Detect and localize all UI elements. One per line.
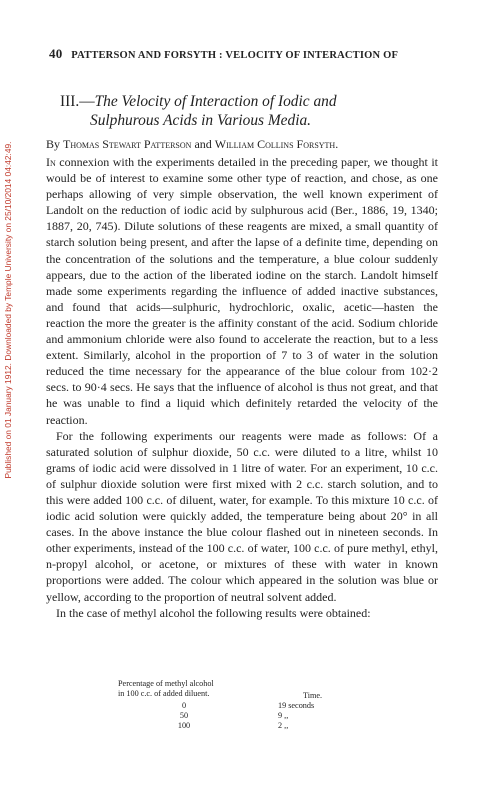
running-head-text: PATTERSON AND FORSYTH : VELOCITY OF INTERACTION OF	[71, 50, 399, 61]
table-cell-percentage: 50	[179, 711, 189, 720]
table-cell-time: 2 ,,	[278, 721, 289, 730]
title-line-2: Sulphurous Acids in Various Media.	[90, 112, 312, 129]
side-note-text: Published on 01 January 1912. Downloaded by Temple University on 25/10/2014 04:42:49.	[3, 141, 13, 479]
table-header-left	[118, 679, 268, 699]
paragraph-1-text: connexion with the experiments detailed in the preceding paper, we thought it would be of interest to examine some other type of reaction, and chose, as one perhaps allowing of very simple observation, the well known experiment of Landolt on the reduction of iodic acid by sulphurous acid (Ber., 1886, 19, 1340; 1887, 20, 745). Dilute solutions of these reagents are mixed, a small quantity of starch solution being present, and after the lapse of a definite time, depending on the concentration of the solutions and the temperature, a blue colour suddenly appears, due to the action of the liberated iodine on the starch. Landolt himself made some experiments regarding the influence of added inactive substances, and found that acids—sulphuric, hydrochloric, oxalic, acetic—hasten the reaction the more the greater is the affinity constant of the acid. Sodium chloride and ammonium chloride were also found to accelerate the reaction, but to a less extent. Similarly, alcohol in the proportion of 7 to 3 of water in the solution reduced the time necessary for the appearance of the blue colour from 102·2 secs. to 90·4 secs. He says that the influence of alcohol is thus not great, and that he was unable to find a liquid which definitely retarded the velocity of the reaction.	[46, 155, 438, 427]
table-row	[118, 721, 378, 731]
title-dash: —	[79, 93, 95, 110]
paragraph-1	[46, 154, 438, 428]
paragraph-3: In the case of methyl alcohol the following results were obtained:	[56, 605, 371, 620]
author-1: Thomas Stewart Patterson	[63, 137, 192, 151]
author-2: William Collins Forsyth.	[214, 137, 339, 151]
byline	[46, 137, 446, 152]
article-body	[46, 154, 438, 621]
table-cell-percentage: 100	[177, 721, 191, 730]
table-row	[118, 711, 378, 721]
paragraph-2: For the following experiments our reagents were made as follows: Of a saturated solution of sulphur dioxide, 50 c.c. were diluted to a litre, whilst 10 grams of iodic acid were dissolved in 1 litre of water. For an experiment, 10 c.c. of sulphur dioxide solution were first mixed with 2 c.c. starch solution, and to this were added 100 c.c. of diluent, water, for example. To this mixture 10 c.c. of iodic acid solution were quickly added, the temperature being about 20° in all cases. In the above instance the blue colour flashed out in nineteen seconds. In other experiments, instead of the 100 c.c. of water, 100 c.c. of pure methyl, ethyl, n-propyl alcohol, or acetone, or mixtures of these with water in known proportions were added. The colour which appeared in the solution was blue or yellow, according to the proportion of neutral solvent added.	[46, 428, 438, 604]
title-numeral: III.	[60, 93, 80, 110]
article-title	[60, 92, 440, 130]
byline-and: and	[191, 137, 215, 151]
methyl-alcohol-table	[118, 679, 378, 731]
byline-by: By	[46, 137, 64, 151]
table-header	[118, 679, 378, 701]
table-header-time: Time.	[303, 691, 323, 700]
title-line-1: The Velocity of Interaction of Iodic and	[94, 93, 337, 110]
table-cell-time: 19 seconds	[278, 701, 315, 710]
publication-side-note	[1, 90, 15, 530]
table-header-left-line-2: in 100 c.c. of added diluent.	[118, 689, 210, 698]
running-head	[49, 46, 398, 62]
paragraph-1-lead: In	[46, 155, 56, 169]
table-cell-time: 9 ,,	[278, 711, 289, 720]
table-header-left-line-1: Percentage of methyl alcohol	[118, 679, 214, 688]
page-number: 40	[49, 46, 63, 61]
table-row	[118, 701, 378, 711]
table-cell-percentage: 0	[181, 701, 187, 710]
